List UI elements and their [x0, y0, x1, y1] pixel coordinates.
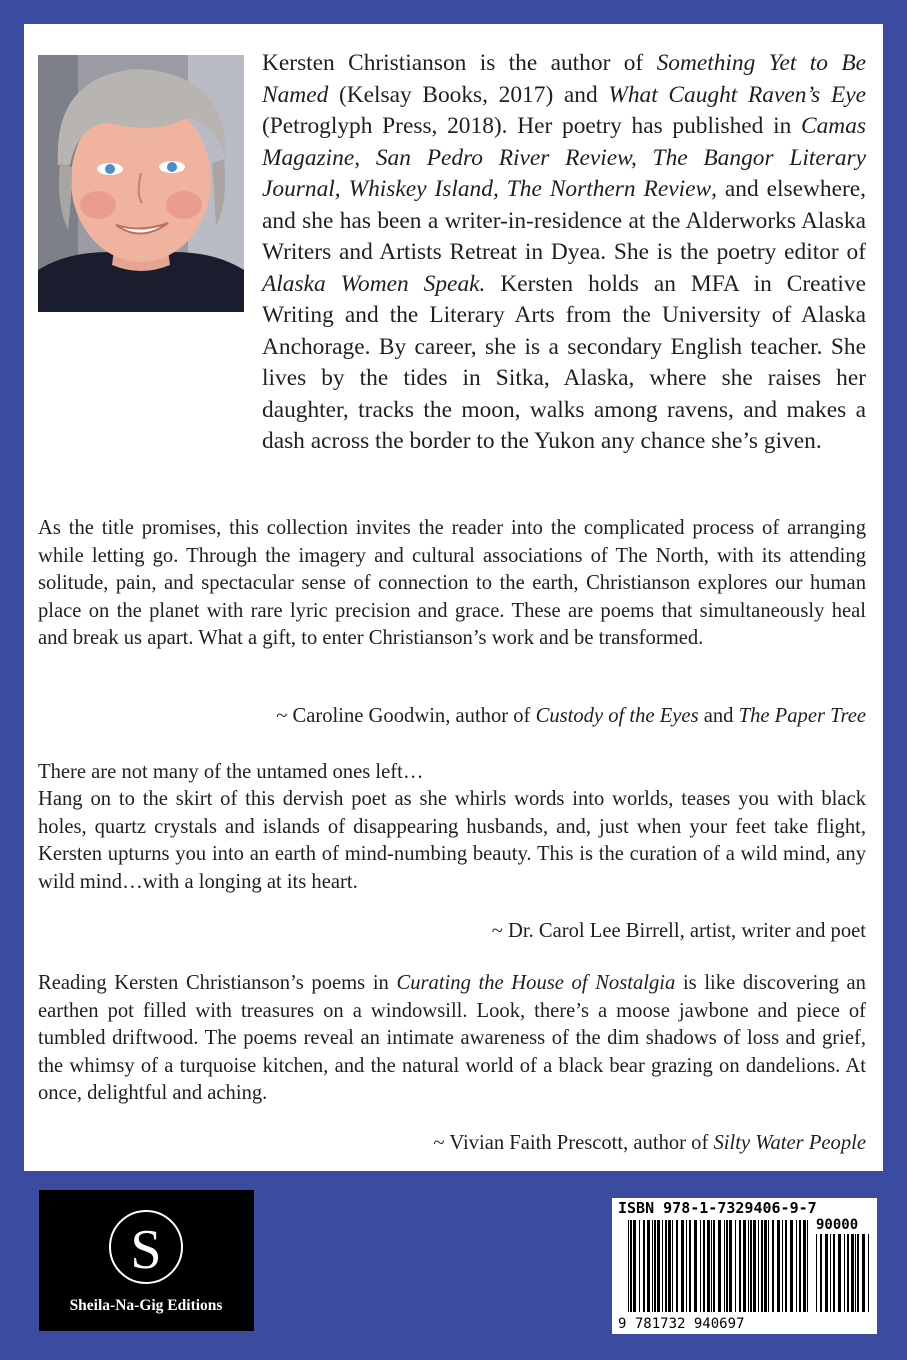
barcode-bar	[825, 1234, 828, 1312]
barcode-bar	[761, 1220, 763, 1312]
barcode-bar	[833, 1234, 835, 1312]
barcode-bar	[758, 1220, 759, 1312]
barcode-bar	[686, 1220, 687, 1312]
barcode-ean-digits: 9 781732 940697	[618, 1316, 745, 1332]
barcode-bar	[654, 1220, 656, 1312]
barcode-bar	[694, 1220, 697, 1312]
author-photo	[38, 55, 244, 312]
blurb-birrell-first-line: There are not many of the untamed ones left…	[38, 761, 424, 783]
barcode-bar	[782, 1220, 783, 1312]
barcode-bar	[796, 1220, 797, 1312]
barcode-bar	[711, 1220, 712, 1312]
barcode-bar	[748, 1220, 749, 1312]
attribution-goodwin: ~ Caroline Goodwin, author of Custody of the Eyes and The Paper Tree	[276, 705, 866, 727]
barcode-bar	[633, 1220, 636, 1312]
barcode-bar	[703, 1220, 705, 1312]
barcode-addon-bars	[816, 1234, 869, 1312]
barcode-bar	[707, 1220, 710, 1312]
barcode-bar	[647, 1220, 650, 1312]
barcode-bar	[700, 1220, 701, 1312]
blurb-prescott: Reading Kersten Christianson’s poems in Curating the House of Nostalgia is like discovering an earthen pot filled with treasures on a windowsill. Look, there’s a moose jawbone and piece of tumbled driftwood. The poems reveal an intimate awareness of the dim shadows of loss and grief, the whimsy of a turquoise kitchen, and the natural world of a black bear grazing on dandelions. At once, delightful and aching.	[38, 972, 866, 1104]
barcode-main-bars	[628, 1220, 808, 1312]
barcode-bar	[868, 1234, 869, 1312]
barcode-bar	[753, 1220, 756, 1312]
publisher-emblem-icon	[39, 1190, 254, 1331]
author-bio: Kersten Christianson is the author of Something Yet to Be Named (Kelsay Books, 2017) and What Caught Raven’s Eye (Petroglyph Press, 2018). Her poetry has published in Camas Magazine, San Pedro River Review, The Bangor Literary Journal, Whiskey Island, The Northern Review, and elsewhere, and she has been a writer-in-residence at the Alderworks Alaska Writers and Artists Retreat in Dyea. She is the poetry editor of Alaska Women Speak. Kersten holds an MFA in Creative Writing and the Literary Arts from the University of Alaska Anchorage. By career, she is a secondary English teacher. She lives by the tides in Sitka, Alaska, where she raises her daughter, tracks the moon, walks among ravens, and makes a dash across the border to the Yukon any chance she’s given.	[262, 50, 866, 454]
barcode-graphic	[612, 1198, 877, 1334]
barcode-bar	[662, 1220, 663, 1312]
barcode-bar	[668, 1220, 671, 1312]
barcode-bar	[713, 1220, 715, 1312]
author-portrait-illustration	[38, 55, 244, 312]
barcode-bar	[844, 1234, 845, 1312]
barcode-bar	[764, 1220, 767, 1312]
barcode-bar	[772, 1220, 774, 1312]
barcode-bar	[665, 1220, 667, 1312]
barcode-bar	[672, 1220, 673, 1312]
barcode-bar	[803, 1220, 806, 1312]
barcode-bar	[630, 1220, 632, 1312]
barcode-bar	[628, 1220, 629, 1312]
barcode-bar	[838, 1234, 841, 1312]
barcode-bar	[799, 1220, 801, 1312]
barcode-bar	[750, 1220, 752, 1312]
barcode-bar	[851, 1234, 854, 1312]
blurb-goodwin: As the title promises, this collection invites the reader into the complicated process of arranging while letting go. Through the imagery and cultural associations of The North, with its attending solitude, pain, and spectacular sense of connection to the earth, Christianson explores our human place on the planet with rare lyric precision and grace. These are poems that simultaneously heal and break us apart. What a gift, to enter Christianson’s work and be transformed.	[38, 517, 866, 649]
barcode-bar	[743, 1220, 746, 1312]
barcode-bar	[676, 1220, 678, 1312]
barcode-bar	[689, 1220, 691, 1312]
barcode-bar	[816, 1234, 817, 1312]
barcode-price-code: 90000	[816, 1217, 859, 1233]
attribution-prescott: ~ Vivian Faith Prescott, author of Silty Water People	[433, 1132, 866, 1154]
barcode-bar	[726, 1220, 728, 1312]
barcode-bar	[777, 1220, 780, 1312]
barcode-bar	[862, 1234, 865, 1312]
barcode-bar	[820, 1234, 822, 1312]
attribution-birrell: ~ Dr. Carol Lee Birrell, artist, writer and poet	[491, 920, 866, 942]
barcode-bar	[847, 1234, 849, 1312]
barcode-bar	[807, 1220, 808, 1312]
barcode-bar	[652, 1220, 653, 1312]
isbn-barcode	[612, 1198, 877, 1334]
barcode-bar	[768, 1220, 769, 1312]
barcode-bar	[857, 1234, 859, 1312]
barcode-bar	[639, 1220, 640, 1312]
barcode-bar	[830, 1234, 831, 1312]
publisher-logo	[39, 1190, 254, 1331]
barcode-bar	[643, 1220, 645, 1312]
barcode-bar	[681, 1220, 684, 1312]
barcode-bar	[718, 1220, 721, 1312]
isbn-label: ISBN 978-1-7329406-9-7	[618, 1199, 817, 1217]
barcode-bar	[729, 1220, 732, 1312]
barcode-bar	[657, 1220, 660, 1312]
barcode-bar	[790, 1220, 793, 1312]
barcode-bar	[724, 1220, 725, 1312]
blurb-birrell: Hang on to the skirt of this dervish poet as she whirls words into worlds, teases you with black holes, quartz crystals and islands of disappearing husbands, and, just when your feet take flight, Kersten upturns you into an earth of mind-numbing beauty. This is the curation of a wild mind, any wild mind…with a longing at its heart.	[38, 788, 866, 893]
barcode-bar	[739, 1220, 741, 1312]
barcode-bar	[785, 1220, 787, 1312]
barcode-bar	[735, 1220, 736, 1312]
publisher-name: Sheila-Na-Gig Editions	[69, 1297, 223, 1314]
barcode-bar	[855, 1234, 856, 1312]
publisher-logo-letter: S	[130, 1219, 162, 1281]
